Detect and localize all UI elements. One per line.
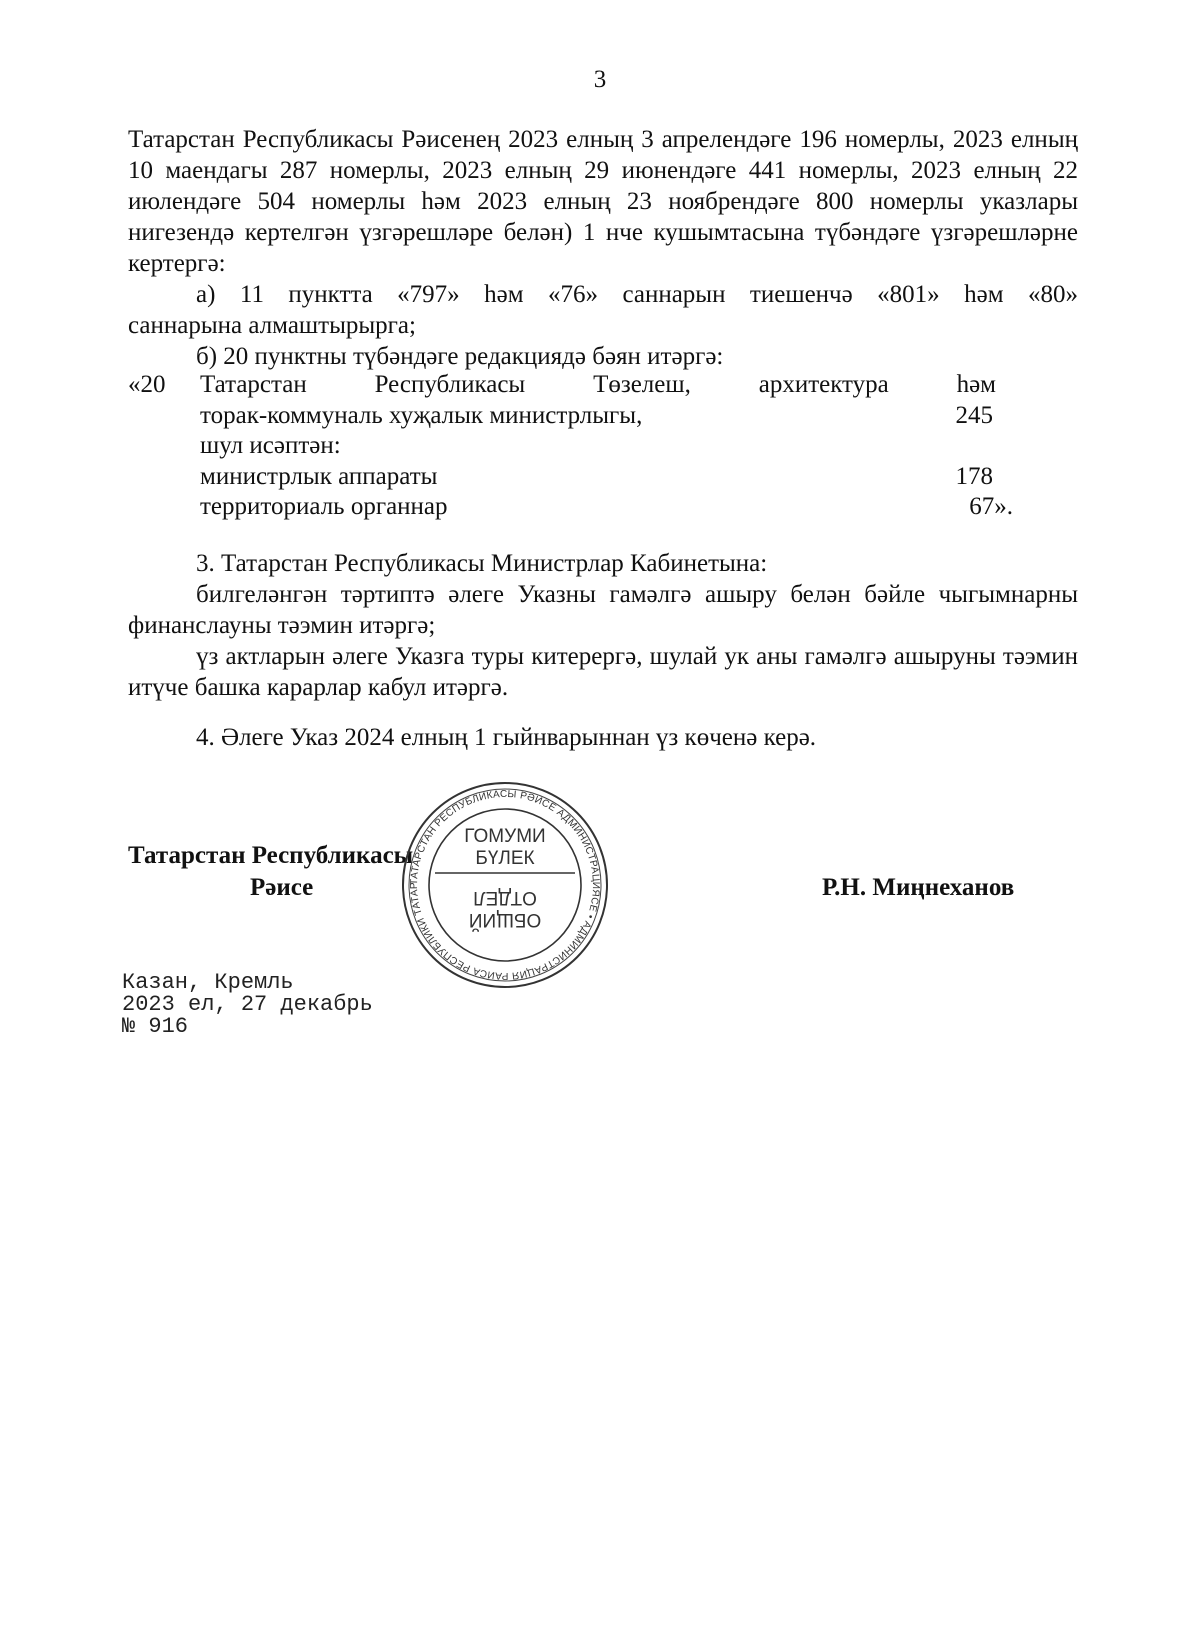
stamp-line4: ОБЩИЙ: [468, 909, 542, 930]
ministry-name-line1: Татарстан Республикасы Төзелеш, архитектура һәм: [200, 371, 996, 398]
item-b: б) 20 пунктны түбәндәге редакциядә бәян итәргә:: [196, 343, 724, 370]
territorial-value: 67».: [969, 493, 1013, 520]
signature-position-line1: Татарстан Республикасы: [128, 842, 414, 869]
stamp-seal-icon: [400, 780, 610, 990]
section3-paragraph2: үз актларын әлеге Указга туры китерергә, шулай ук аны гамәлгә ашыруны тәэмин итүче башка карарлар кабул итәргә.: [128, 643, 1078, 701]
item-20-table: [128, 370, 1048, 523]
page-number: 3: [593, 66, 607, 93]
section3-title: 3. Татарстан Республикасы Министрлар Кабинетына:: [196, 550, 768, 577]
apparatus-label: министрлык аппараты: [200, 462, 438, 490]
section-4: [128, 722, 1078, 753]
svg-text:ТАТАРСТАН РЕСПУБЛИКАСЫ РӘИСЕ А: [400, 780, 601, 981]
place: Казан, Кремль: [122, 970, 294, 995]
stamp-line2: БҮЛЕК: [475, 848, 535, 869]
item-number: «20: [128, 371, 166, 398]
main-text: [128, 124, 1078, 372]
document-date: 2023 ел, 27 декабрь: [122, 992, 373, 1017]
section-3: [128, 548, 1078, 703]
section4-text: 4. Әлеге Указ 2024 елның 1 гыйнварыннан үз көченә керә.: [196, 724, 817, 751]
including-label: шул исәптән:: [200, 432, 341, 459]
total-value: 245: [955, 401, 993, 429]
table-row: [128, 492, 1048, 523]
signature-position-line2: Рәисе: [250, 874, 314, 901]
table-row: [128, 431, 1048, 462]
document-number: № 916: [122, 1014, 189, 1039]
section3-paragraph1: билгеләнгән тәртиптә әлеге Указны гамәлгә ашыру белән бәйле чыгымнарны финанслауны тәэмин итәргә;: [128, 581, 1078, 639]
item-a-line2: саннарына алмаштырырга;: [128, 312, 416, 339]
document-details: [122, 972, 373, 1038]
stamp-ring-text: ТАТАРСТАН РЕСПУБЛИКАСЫ РӘИСЕ АДМИНИСТРАЦИЯСЕ • АДМИНИСТРАЦИЯ РАИСА РЕСПУБЛИКИ ТАТАР: [408, 788, 602, 982]
stamp-line1: ГОМУМИ: [464, 826, 546, 847]
table-row: [128, 401, 1048, 432]
territorial-label: территориаль органнар: [200, 493, 448, 520]
item-a-line1: а) 11 пунктта «797» һәм «76» саннарын тиешенчә «801» һәм «80»: [196, 281, 1078, 308]
table-row: [128, 370, 1048, 401]
apparatus-value: 178: [955, 462, 993, 490]
intro-paragraph: Татарстан Республикасы Рәисенең 2023 елның 3 апрелендәге 196 номерлы, 2023 елның 10 маендагы 287 номерлы, 2023 елның 29 июнендәге 441 номерлы, 2023 елның 22 июлендәге 504 номерлы һәм 2023 елның 23 ноябрендәге 800 номерлы указлары нигезендә кертелгән үзгәрешләре белән) 1 нче кушымтасына түбәндәге үзгәрешләрне кертергә:: [128, 126, 1078, 277]
table-row: [128, 462, 1048, 493]
ministry-name-line2: торак-коммуналь хуҗалык министрлыгы,: [200, 401, 643, 429]
official-stamp: [400, 780, 610, 990]
stamp-line3: ОТДЕЛ: [473, 887, 537, 908]
signer-name: Р.Н. Миңнеханов: [822, 874, 1015, 901]
